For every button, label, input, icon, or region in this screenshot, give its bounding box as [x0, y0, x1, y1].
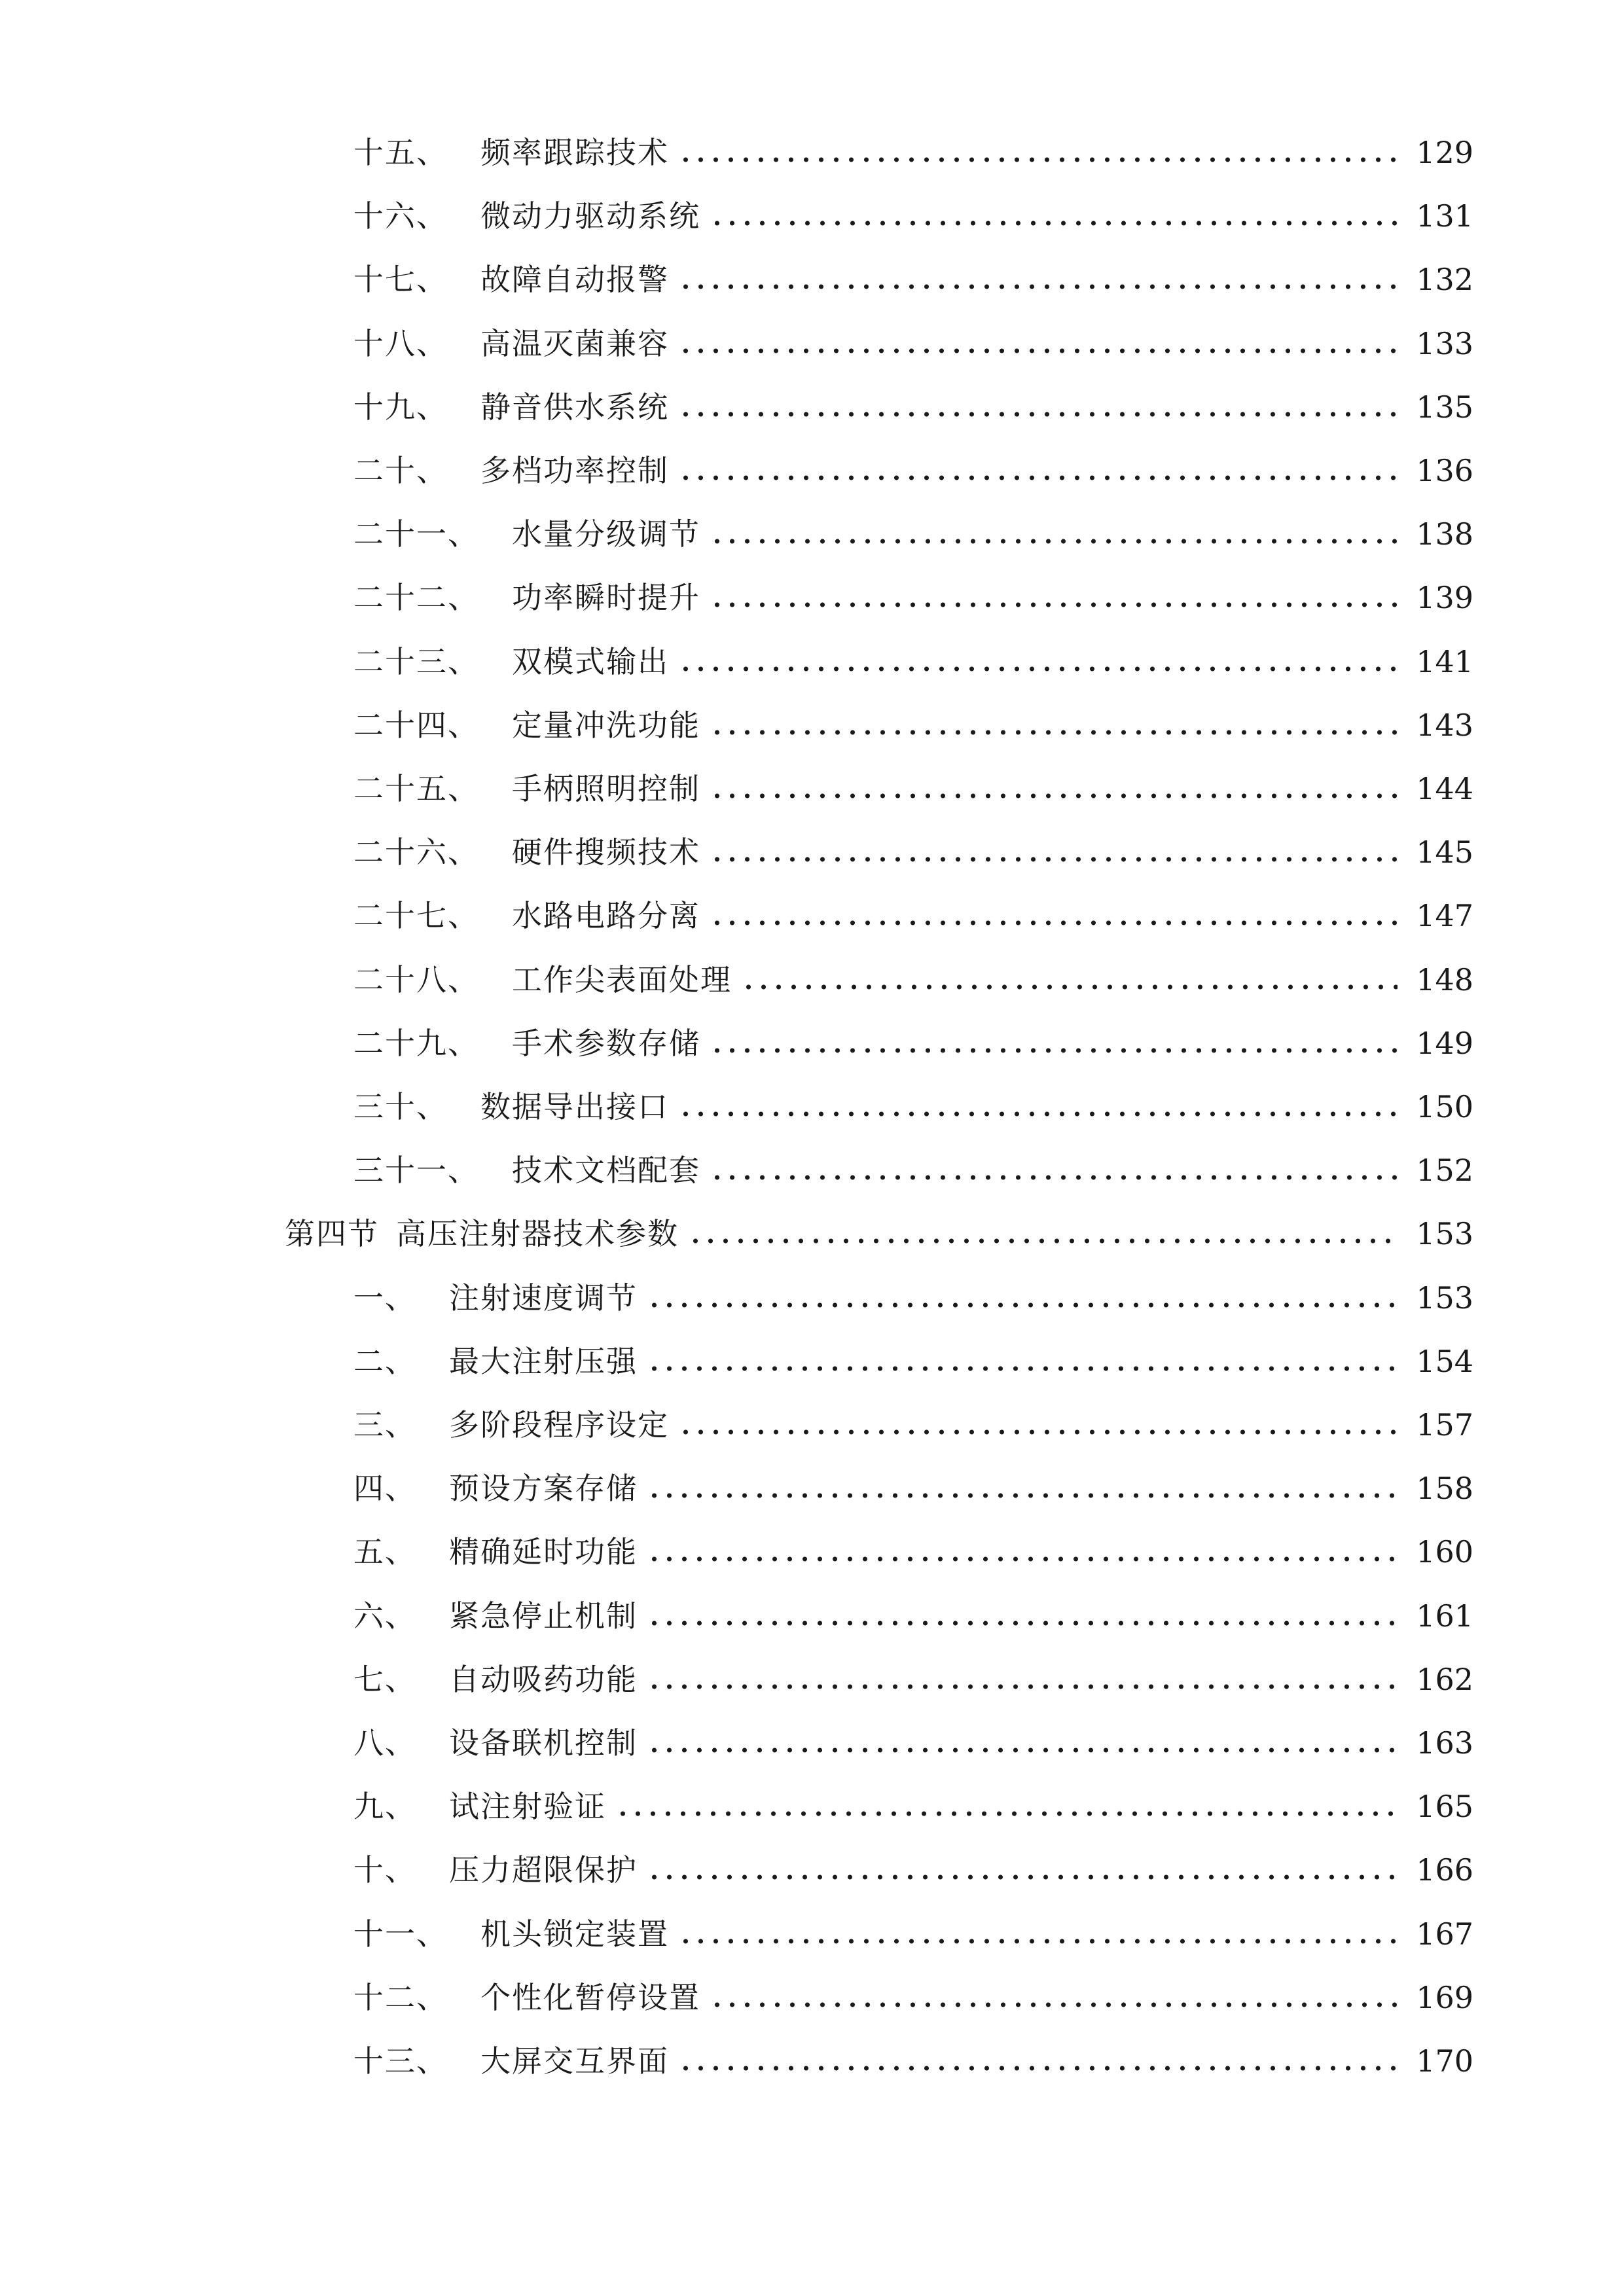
toc-page-number: 153: [1416, 1280, 1473, 1316]
toc-page-number: 148: [1416, 961, 1473, 997]
toc-entry[interactable]: [353, 193, 1473, 239]
toc-entry-title: 设备联机控制: [449, 1725, 638, 1761]
dot-leader: [678, 1084, 1398, 1130]
toc-entry-title: 水路电路分离: [512, 898, 700, 934]
toc-page-number: 150: [1416, 1089, 1473, 1124]
toc-entry-number: 十二、: [353, 1979, 448, 2015]
toc-page-number: 145: [1416, 834, 1473, 870]
toc-entry-title: 数据导出接口: [480, 1089, 669, 1124]
toc-entry[interactable]: [353, 2038, 1473, 2084]
dot-leader: [647, 1847, 1398, 1893]
dot-leader: [678, 448, 1398, 493]
toc-entry-number: 六、: [353, 1598, 416, 1634]
toc-entry-number: 十一、: [353, 1916, 448, 1952]
toc-entry-number: 十六、: [353, 198, 448, 234]
toc-entry[interactable]: [353, 257, 1473, 302]
dot-leader: [741, 957, 1398, 1003]
dot-leader: [647, 1275, 1398, 1321]
toc-page-number: 143: [1416, 707, 1473, 743]
dot-leader: [710, 893, 1398, 939]
toc-page-number: 165: [1416, 1789, 1473, 1825]
toc-entry-number: 十九、: [353, 389, 448, 425]
toc-entry-title: 机头锁定装置: [480, 1916, 669, 1952]
toc-entry[interactable]: [353, 1657, 1473, 1702]
toc-entry[interactable]: [353, 1784, 1473, 1829]
toc-page-number: 136: [1416, 453, 1473, 488]
toc-entry-title: 高压注射器技术参数: [396, 1216, 679, 1252]
toc-entry-number: 二十五、: [353, 771, 479, 806]
toc-entry-title: 压力超限保护: [449, 1852, 638, 1888]
toc-entry-number: 二十一、: [353, 516, 479, 552]
toc-entry-title: 定量冲洗功能: [512, 707, 700, 743]
toc-entry-title: 注射速度调节: [449, 1280, 638, 1316]
toc-entry-number: 二十七、: [353, 898, 479, 934]
toc-entry[interactable]: [353, 639, 1473, 685]
toc-entry-title: 频率跟踪技术: [480, 135, 669, 170]
toc-entry-title: 静音供水系统: [480, 389, 669, 425]
toc-entry[interactable]: [353, 1529, 1473, 1575]
toc-page-number: 163: [1416, 1725, 1473, 1761]
toc-entry[interactable]: [353, 1593, 1473, 1639]
toc-entry[interactable]: [353, 575, 1473, 620]
toc-entry-title: 手柄照明控制: [512, 771, 700, 806]
toc-entry[interactable]: [353, 1911, 1473, 1957]
dot-leader: [678, 2038, 1398, 2084]
toc-entry-number: 二十四、: [353, 707, 479, 743]
toc-entry-number: 三十、: [353, 1089, 448, 1124]
toc-entry-title: 大屏交互界面: [480, 2043, 669, 2079]
toc-entry[interactable]: [353, 1975, 1473, 2020]
toc-page-number: 135: [1416, 389, 1473, 425]
toc-entry-number: 二十、: [353, 453, 448, 488]
dot-leader: [678, 257, 1398, 302]
dot-leader: [710, 766, 1398, 812]
toc-entry-title: 个性化暂停设置: [480, 1979, 700, 2015]
toc-entry[interactable]: [353, 1720, 1473, 1766]
toc-entry-number: 十三、: [353, 2043, 448, 2079]
toc-entry-title: 水量分级调节: [512, 516, 700, 552]
dot-leader: [710, 1020, 1398, 1066]
dot-leader: [678, 639, 1398, 685]
toc-entry[interactable]: [353, 321, 1473, 367]
toc-page-number: 139: [1416, 580, 1473, 616]
toc-entry-number: 二十二、: [353, 580, 479, 616]
dot-leader: [647, 1720, 1398, 1766]
toc-entry-number: 一、: [353, 1280, 416, 1316]
dot-leader: [710, 829, 1398, 875]
toc-page-number: 149: [1416, 1025, 1473, 1061]
toc-entry-number: 七、: [353, 1661, 416, 1697]
toc-page-number: 153: [1416, 1216, 1473, 1252]
dot-leader: [647, 1338, 1398, 1384]
toc-entry-title: 微动力驱动系统: [480, 198, 700, 234]
toc-entry[interactable]: [353, 1020, 1473, 1066]
toc-page-number: 160: [1416, 1534, 1473, 1570]
toc-entry[interactable]: [353, 829, 1473, 875]
toc-page-number: 169: [1416, 1979, 1473, 2015]
toc-entry[interactable]: [353, 448, 1473, 493]
toc-page-number: 167: [1416, 1916, 1473, 1952]
toc-entry-title: 硬件搜频技术: [512, 834, 700, 870]
toc-entry[interactable]: [353, 766, 1473, 812]
dot-leader: [710, 193, 1398, 239]
dot-leader: [710, 1147, 1398, 1193]
toc-entry-number: 四、: [353, 1471, 416, 1507]
toc-page-number: 129: [1416, 135, 1473, 170]
toc-entry[interactable]: [353, 1402, 1473, 1448]
toc-page-number: 141: [1416, 643, 1473, 679]
toc-entry[interactable]: [353, 1275, 1473, 1321]
dot-leader: [678, 1911, 1398, 1957]
dot-leader: [678, 384, 1398, 430]
toc-entry-title: 功率瞬时提升: [512, 580, 700, 616]
toc-entry-number: 十、: [353, 1852, 416, 1888]
dot-leader: [688, 1211, 1398, 1257]
dot-leader: [615, 1784, 1398, 1829]
toc-entry-number: 十七、: [353, 262, 448, 298]
toc-entry-title: 技术文档配套: [512, 1153, 700, 1189]
toc-entry-title: 高温灭菌兼容: [480, 325, 669, 361]
toc-entry[interactable]: [353, 1847, 1473, 1893]
toc-entry-number: 二十八、: [353, 961, 479, 997]
toc-page-number: 132: [1416, 262, 1473, 298]
toc-entry-number: 二十九、: [353, 1025, 479, 1061]
toc-entry-title: 多档功率控制: [480, 453, 669, 488]
toc-entry-number: 十八、: [353, 325, 448, 361]
toc-entry[interactable]: [353, 130, 1473, 175]
dot-leader: [647, 1593, 1398, 1639]
toc-entry-number: 第四节: [285, 1216, 379, 1252]
toc-page-number: 158: [1416, 1471, 1473, 1507]
toc-entry-number: 九、: [353, 1789, 416, 1825]
toc-entry[interactable]: [353, 1147, 1473, 1193]
toc-entry-title: 多阶段程序设定: [449, 1407, 669, 1443]
dot-leader: [647, 1465, 1398, 1511]
dot-leader: [678, 321, 1398, 367]
toc-entry-title: 预设方案存储: [449, 1471, 638, 1507]
toc-entry[interactable]: [353, 1084, 1473, 1130]
toc-entry-number: 二、: [353, 1343, 416, 1379]
toc-page-number: 133: [1416, 325, 1473, 361]
dot-leader: [678, 130, 1398, 175]
toc-entry[interactable]: [353, 893, 1473, 939]
toc-entry-title: 最大注射压强: [449, 1343, 638, 1379]
dot-leader: [647, 1529, 1398, 1575]
dot-leader: [710, 511, 1398, 557]
toc-page-number: 147: [1416, 898, 1473, 934]
toc-section-entry[interactable]: [285, 1211, 1473, 1257]
toc-entry[interactable]: [353, 957, 1473, 1003]
dot-leader: [710, 702, 1398, 748]
toc-entry-title: 双模式输出: [512, 643, 669, 679]
dot-leader: [710, 1975, 1398, 2020]
toc-page-number: 131: [1416, 198, 1473, 234]
toc-entry-number: 八、: [353, 1725, 416, 1761]
toc-page-number: 154: [1416, 1343, 1473, 1379]
toc-page-number: 162: [1416, 1661, 1473, 1697]
toc-entry-title: 工作尖表面处理: [512, 961, 732, 997]
dot-leader: [647, 1657, 1398, 1702]
toc-entry-title: 故障自动报警: [480, 262, 669, 298]
toc-entry[interactable]: [353, 1338, 1473, 1384]
toc-entry-title: 精确延时功能: [449, 1534, 638, 1570]
toc-entry-title: 紧急停止机制: [449, 1598, 638, 1634]
toc-page-number: 138: [1416, 516, 1473, 552]
toc-entry-number: 二十六、: [353, 834, 479, 870]
toc-page-number: 157: [1416, 1407, 1473, 1443]
toc-entry-title: 自动吸药功能: [449, 1661, 638, 1697]
toc-entry-number: 五、: [353, 1534, 416, 1570]
toc-entry[interactable]: [353, 1465, 1473, 1511]
toc-page-number: 152: [1416, 1153, 1473, 1189]
toc-entry-number: 三、: [353, 1407, 416, 1443]
toc-entry[interactable]: [353, 384, 1473, 430]
toc-entry-number: 三十一、: [353, 1153, 479, 1189]
dot-leader: [678, 1402, 1398, 1448]
toc-entry-title: 手术参数存储: [512, 1025, 700, 1061]
toc-entry-number: 十五、: [353, 135, 448, 170]
toc-page-number: 161: [1416, 1598, 1473, 1634]
toc-entry[interactable]: [353, 702, 1473, 748]
toc-entry-number: 二十三、: [353, 643, 479, 679]
toc-page-number: 144: [1416, 771, 1473, 806]
dot-leader: [710, 575, 1398, 620]
toc-page-number: 166: [1416, 1852, 1473, 1888]
toc-entry[interactable]: [353, 511, 1473, 557]
toc-page-number: 170: [1416, 2043, 1473, 2079]
toc-entry-title: 试注射验证: [449, 1789, 606, 1825]
